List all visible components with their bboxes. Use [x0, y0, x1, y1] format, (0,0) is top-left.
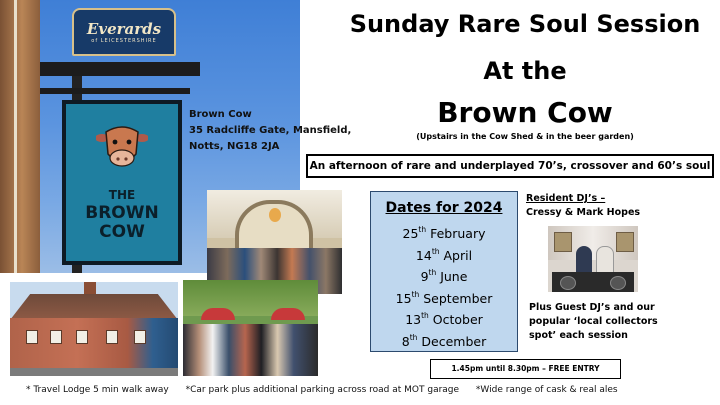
dates-list [371, 223, 517, 352]
pub-road [10, 368, 178, 376]
date-month: September [423, 290, 493, 306]
date-month: April [443, 247, 473, 263]
dj-poster [616, 232, 634, 252]
dj-person [576, 246, 592, 274]
opening-times: 1.45pm until 8.30pm – FREE ENTRY [430, 359, 621, 379]
date-item [371, 245, 517, 267]
pub-window [26, 330, 38, 344]
pub-window [50, 330, 62, 344]
sign-bracket [40, 62, 200, 76]
event-tagline: An afternoon of rare and underplayed 70’s, crossover and 60’s soul [306, 154, 714, 178]
date-item [371, 331, 517, 353]
date-suffix: th [409, 332, 418, 342]
footer-car-park: *Car park plus additional parking across road at MOT garage [185, 385, 460, 395]
address-line-postcode: Notts, NG18 2JA [189, 141, 280, 152]
dates-heading: Dates for 2024 [385, 200, 503, 216]
date-item [371, 309, 517, 331]
turntable-icon [560, 276, 576, 290]
pub-window [76, 330, 88, 344]
pub-exterior-photo [10, 282, 178, 376]
cow-shed-photo [207, 190, 342, 294]
date-suffix: th [428, 268, 437, 277]
guest-line: spot’ each session [529, 330, 628, 341]
everards-logo [72, 8, 176, 56]
date-month: February [430, 226, 486, 241]
event-title-at: At the [483, 57, 567, 85]
pub-roof [10, 294, 178, 320]
date-item [371, 288, 517, 310]
date-suffix: th [411, 289, 420, 299]
resident-djs [526, 192, 716, 220]
pub-window [106, 330, 118, 344]
resident-djs-names: Cressy & Mark Hopes [526, 207, 641, 218]
date-day: 15 [395, 290, 412, 306]
date-month: December [421, 333, 487, 349]
footer-ales: *Wide range of cask & real ales [475, 385, 618, 395]
address-line-name: Brown Cow [189, 109, 252, 120]
guest-line: popular ‘local collectors [529, 316, 658, 327]
date-month: October [432, 312, 483, 327]
date-suffix: th [418, 225, 427, 234]
date-day: 25 [402, 226, 419, 241]
turntable-icon [610, 276, 626, 290]
address-line-street: 35 Radcliffe Gate, Mansfield, [189, 125, 352, 136]
venue-title: Brown Cow [437, 96, 613, 129]
balloon [269, 208, 281, 222]
everards-logo-text: Everards [86, 20, 162, 38]
date-day: 9 [420, 269, 429, 284]
building-wall [0, 0, 40, 273]
sign-board-the: THE [108, 188, 136, 202]
beer-garden-photo [183, 280, 318, 376]
garden-umbrella [271, 308, 305, 320]
guest-djs-note [529, 301, 719, 343]
dates-panel [370, 191, 518, 352]
sign-bracket-lower [40, 88, 190, 94]
date-item [371, 223, 517, 245]
venue-subtitle: (Upstairs in the Cow Shed & in the beer garden) [416, 132, 634, 141]
date-day: 8 [401, 333, 410, 349]
event-title: Sunday Rare Soul Session [349, 10, 701, 38]
pub-window [134, 330, 146, 344]
garden-crowd [183, 324, 318, 376]
cow-head-icon [96, 124, 148, 170]
everards-logo-subtext: of LEICESTERSHIRE [91, 38, 157, 44]
footer-notes [26, 385, 716, 395]
date-suffix: th [431, 246, 440, 256]
garden-umbrella [201, 308, 235, 320]
date-day: 13 [405, 312, 422, 327]
date-day: 14 [415, 247, 432, 263]
dj-poster [554, 232, 572, 252]
footer-travel-lodge: * Travel Lodge 5 min walk away [26, 385, 169, 395]
sign-board-cow: COW [99, 222, 145, 242]
sign-board-brown: BROWN [85, 203, 159, 223]
date-suffix: th [421, 311, 429, 320]
date-month: June [440, 269, 468, 284]
resident-djs-heading: Resident DJ’s – [526, 193, 606, 204]
date-item [371, 266, 517, 288]
guest-line: Plus Guest DJ’s and our [529, 302, 655, 313]
sign-board [62, 100, 182, 265]
dj-photo [548, 226, 638, 292]
